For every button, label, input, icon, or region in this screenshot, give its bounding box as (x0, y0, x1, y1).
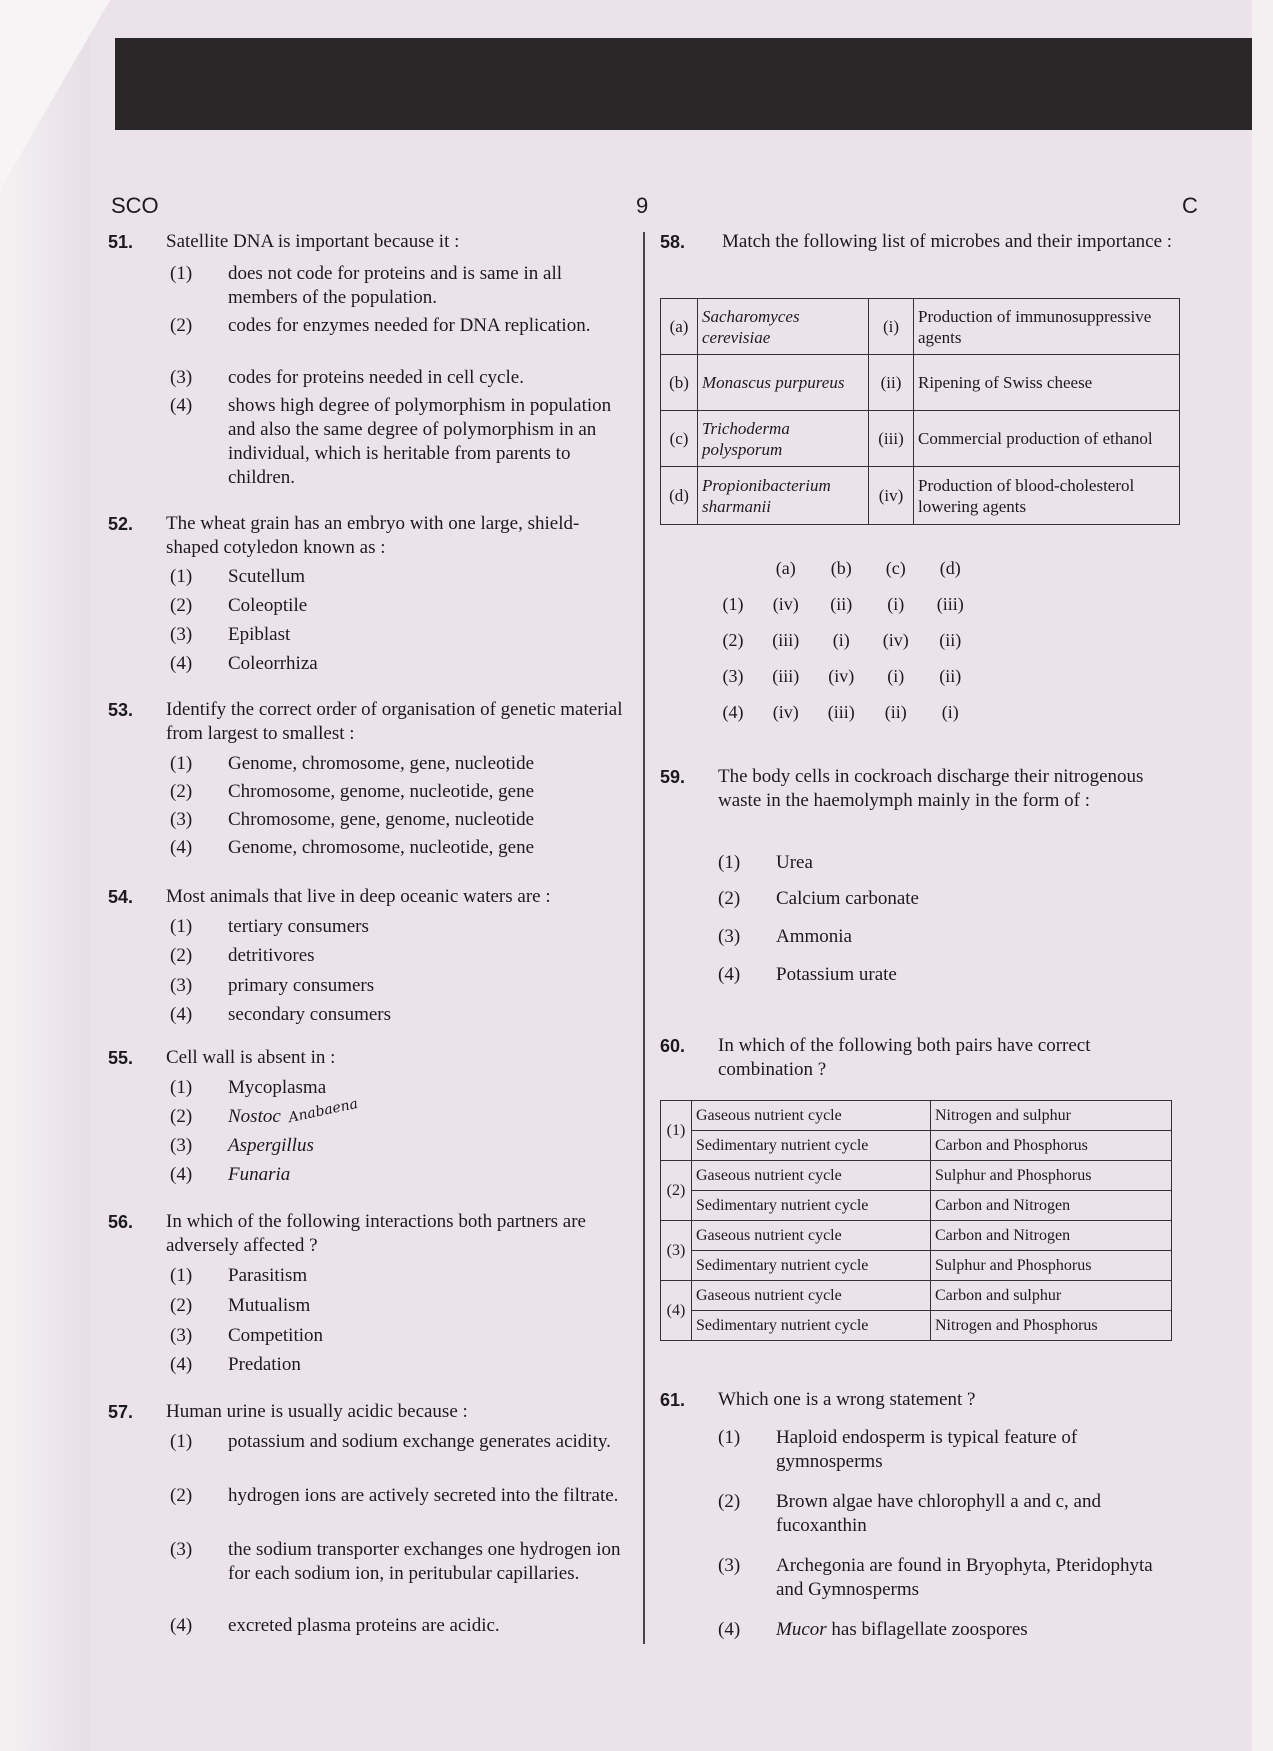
option-number: (2) (718, 1491, 741, 1512)
question-number: 59. (660, 767, 686, 787)
cycle-elements: Carbon and Nitrogen (931, 1221, 1172, 1251)
cycle-elements: Carbon and Phosphorus (931, 1131, 1172, 1161)
option-number: (2) (170, 781, 193, 802)
option-text: secondary consumers (228, 1004, 392, 1025)
match-microbe: Monascus purpureus (698, 355, 869, 411)
answer-cell: (iii) (936, 594, 964, 614)
answer-cell: (iv) (882, 630, 909, 650)
option-number: (4) (170, 1615, 193, 1636)
question-number: 53. (108, 700, 134, 720)
option-text (776, 1618, 1178, 1642)
option-text: the sodium transporter exchanges one hydrogen ion for each sodium ion, in peritubular capillaries. (228, 1539, 621, 1584)
page-right-edge (1252, 0, 1273, 1751)
option-number: (1) (170, 916, 193, 937)
option-text: Ammonia (776, 926, 852, 947)
question-number: 58. (660, 232, 686, 252)
cycle-elements: Carbon and Nitrogen (931, 1191, 1172, 1221)
option-text: codes for enzymes needed for DNA replication. (228, 315, 591, 336)
option-number: (4) (170, 1164, 193, 1185)
option-text: Genome, chromosome, nucleotide, gene (228, 837, 535, 858)
option-text: hydrogen ions are actively secreted into the filtrate. (228, 1485, 619, 1506)
option-text-italic: Mucor (776, 1619, 827, 1640)
question-text: Which one is a wrong statement ? (718, 1389, 976, 1410)
match-row (661, 299, 1180, 355)
option-text: detritivores (228, 945, 315, 966)
match-microbe: Sacharomyces cerevisiae (698, 299, 869, 355)
option-text: Calcium carbonate (776, 888, 919, 909)
option-text: Urea (776, 852, 813, 873)
option-text: does not code for proteins and is same in all members of the population. (228, 263, 563, 308)
cycle-row (661, 1221, 1172, 1251)
answer-row (708, 622, 978, 658)
option-text: shows high degree of polymorphism in population and also the same degree of polymorphism in an individual, which is heritable from parents to children. (228, 395, 612, 488)
question-number: 57. (108, 1402, 134, 1422)
booklet-code: SCO (111, 193, 159, 218)
cycle-row (661, 1101, 1172, 1131)
question-text: Satellite DNA is important because it : (166, 231, 460, 252)
option-text: Archegonia are found in Bryophyta, Pteridophyta and Gymnosperms (776, 1555, 1153, 1600)
cycle-type: Sedimentary nutrient cycle (692, 1191, 931, 1221)
option-number: (4) (718, 1619, 741, 1640)
option-number: (3) (718, 1555, 741, 1576)
option-number: (2) (170, 595, 193, 616)
option-text: Aspergillus (228, 1135, 314, 1156)
option-number: (2) (170, 315, 193, 336)
option-text: Mutualism (228, 1295, 311, 1316)
cycle-row (661, 1191, 1172, 1221)
cycle-type: Gaseous nutrient cycle (692, 1161, 931, 1191)
option-text: potassium and sodium exchange generates acidity. (228, 1431, 611, 1452)
cycle-row (661, 1161, 1172, 1191)
answer-option-number: (3) (722, 666, 744, 686)
option-text: Chromosome, genome, nucleotide, gene (228, 781, 535, 802)
option-text: Parasitism (228, 1265, 308, 1286)
cycle-option-number: (3) (661, 1221, 692, 1281)
question-number: 60. (660, 1036, 686, 1056)
match-row (661, 467, 1180, 525)
option-number: (1) (170, 566, 193, 587)
option-number: (1) (170, 1431, 193, 1452)
answer-cell: (iii) (772, 666, 800, 686)
cycle-elements: Sulphur and Phosphorus (931, 1161, 1172, 1191)
option-text: Potassium urate (776, 964, 897, 985)
answer-option-number: (1) (722, 594, 744, 614)
answer-row (708, 658, 978, 694)
match-left-label: (d) (661, 467, 698, 525)
page-corner-fold (0, 0, 110, 190)
cycle-elements: Nitrogen and Phosphorus (931, 1311, 1172, 1341)
option-number: (3) (170, 809, 193, 830)
option-number: (3) (170, 624, 193, 645)
option-text: Chromosome, gene, genome, nucleotide (228, 809, 535, 830)
option-number: (4) (170, 395, 193, 416)
option-number: (3) (170, 975, 193, 996)
question-text: The body cells in cockroach discharge their nitrogenous waste in the haemolymph mainly in the form of : (718, 766, 1144, 811)
option-number: (4) (170, 1004, 193, 1025)
option-number: (1) (170, 1077, 193, 1098)
option-text: codes for proteins needed in cell cycle. (228, 367, 524, 388)
option-number: (3) (170, 367, 193, 388)
question-number: 61. (660, 1390, 686, 1410)
question-text: Human urine is usually acidic because : (166, 1401, 468, 1422)
option-number: (4) (718, 964, 741, 985)
cycle-row (661, 1311, 1172, 1341)
match-row (661, 411, 1180, 467)
option-number: (4) (170, 837, 193, 858)
option-text: Funaria (228, 1164, 291, 1185)
cycle-type: Gaseous nutrient cycle (692, 1101, 931, 1131)
cycle-row (661, 1131, 1172, 1161)
match-use: Ripening of Swiss cheese (914, 355, 1180, 411)
option-text: Predation (228, 1354, 301, 1375)
match-left-label: (c) (661, 411, 698, 467)
option-number: (4) (170, 1354, 193, 1375)
cycle-option-number: (4) (661, 1281, 692, 1341)
cycle-elements: Sulphur and Phosphorus (931, 1251, 1172, 1281)
question-number: 52. (108, 514, 134, 534)
match-right-label: (iii) (869, 411, 914, 467)
cycle-type: Gaseous nutrient cycle (692, 1221, 931, 1251)
answer-cell: (iv) (772, 702, 799, 722)
question-number: 55. (108, 1048, 134, 1068)
option-number: (2) (170, 1295, 193, 1316)
option-text: primary consumers (228, 975, 375, 996)
option-text: Coleoptile (228, 595, 308, 616)
question-text: In which of the following both pairs have correct combination ? (718, 1035, 1091, 1080)
cycle-type: Sedimentary nutrient cycle (692, 1131, 931, 1161)
cycle-elements: Carbon and sulphur (931, 1281, 1172, 1311)
answer-cell: (ii) (939, 666, 962, 686)
cycle-type: Sedimentary nutrient cycle (692, 1311, 931, 1341)
question-text: Cell wall is absent in : (166, 1047, 336, 1068)
answer-col-d: (d) (939, 558, 961, 578)
match-use: Commercial production of ethanol (914, 411, 1180, 467)
option-text: Coleorrhiza (228, 653, 318, 674)
option-text: Scutellum (228, 566, 306, 587)
option-number: (1) (718, 1427, 741, 1448)
match-right-label: (i) (869, 299, 914, 355)
option-text: Mycoplasma (228, 1077, 327, 1098)
cycle-type: Sedimentary nutrient cycle (692, 1251, 931, 1281)
question-text: Identify the correct order of organisation of genetic material from largest to smallest : (166, 699, 623, 744)
answer-cell: (iii) (827, 702, 855, 722)
option-text: Brown algae have chlorophyll a and c, and fucoxanthin (776, 1491, 1101, 1536)
match-right-label: (iv) (869, 467, 914, 525)
cycle-elements: Nitrogen and sulphur (931, 1101, 1172, 1131)
answer-option-number: (2) (722, 630, 744, 650)
answer-cell: (iv) (772, 594, 799, 614)
answer-option-number: (4) (722, 702, 744, 722)
scan-dark-band (115, 38, 1257, 130)
page-number: 9 (636, 193, 649, 218)
question-text: In which of the following interactions both partners are adversely affected ? (166, 1211, 586, 1256)
option-text: Haploid endosperm is typical feature of gymnosperms (776, 1427, 1078, 1472)
cycle-option-number: (1) (661, 1101, 692, 1161)
option-number: (3) (170, 1325, 193, 1346)
match-left-label: (a) (661, 299, 698, 355)
match-table (660, 298, 1180, 525)
question-number: 54. (108, 887, 134, 907)
option-number: (3) (170, 1539, 193, 1560)
option-text: Nostoc (228, 1106, 281, 1127)
option-number: (3) (718, 926, 741, 947)
option-text: excreted plasma proteins are acidic. (228, 1615, 500, 1636)
cycle-type: Gaseous nutrient cycle (692, 1281, 931, 1311)
question-text: The wheat grain has an embryo with one large, shield-shaped cotyledon known as : (166, 513, 580, 558)
option-text-rest: has biflagellate zoospores (826, 1619, 1028, 1640)
answer-grid (708, 550, 978, 730)
option-number: (4) (170, 653, 193, 674)
answer-col-c: (c) (885, 558, 906, 578)
option-number: (1) (170, 1265, 193, 1286)
answer-cell: (i) (832, 630, 850, 650)
answer-cell: (i) (941, 702, 959, 722)
column-divider (643, 232, 645, 1644)
option-text: Epiblast (228, 624, 291, 645)
cycle-table (660, 1100, 1172, 1341)
option-number: (3) (170, 1135, 193, 1156)
answer-cell: (ii) (830, 594, 853, 614)
page-left-shadow (0, 0, 90, 1751)
match-row (661, 355, 1180, 411)
option-number: (1) (718, 852, 741, 873)
option-number: (2) (170, 1106, 193, 1127)
cycle-option-number: (2) (661, 1161, 692, 1221)
option-number: (2) (170, 945, 193, 966)
option-text: Genome, chromosome, gene, nucleotide (228, 753, 535, 774)
answer-cell: (iii) (772, 630, 800, 650)
option-text: tertiary consumers (228, 916, 369, 937)
cycle-row (661, 1251, 1172, 1281)
match-microbe: Propionibacterium sharmanii (698, 467, 869, 525)
match-use: Production of blood-cholesterol lowering agents (914, 467, 1180, 525)
test-series: C (1182, 193, 1198, 218)
answer-col-a: (a) (775, 558, 796, 578)
answer-header-row (708, 550, 978, 586)
answer-cell: (iv) (828, 666, 855, 686)
match-left-label: (b) (661, 355, 698, 411)
option-number: (1) (170, 753, 193, 774)
option-text: Competition (228, 1325, 323, 1346)
answer-row (708, 694, 978, 730)
question-number: 51. (108, 232, 134, 252)
cycle-row (661, 1281, 1172, 1311)
match-right-label: (ii) (869, 355, 914, 411)
handwritten-note: Anabaena (287, 1095, 360, 1127)
option-number: (2) (170, 1485, 193, 1506)
question-number: 56. (108, 1212, 134, 1232)
question-text: Match the following list of microbes and their importance : (722, 231, 1173, 252)
answer-cell: (ii) (884, 702, 907, 722)
answer-cell: (i) (887, 594, 905, 614)
question-text: Most animals that live in deep oceanic waters are : (166, 886, 551, 907)
answer-col-b: (b) (830, 558, 852, 578)
answer-row (708, 586, 978, 622)
option-number: (1) (170, 263, 193, 284)
match-use: Production of immunosuppressive agents (914, 299, 1180, 355)
option-number: (2) (718, 888, 741, 909)
answer-cell: (i) (887, 666, 905, 686)
match-microbe: Trichoderma polysporum (698, 411, 869, 467)
answer-cell: (ii) (939, 630, 962, 650)
